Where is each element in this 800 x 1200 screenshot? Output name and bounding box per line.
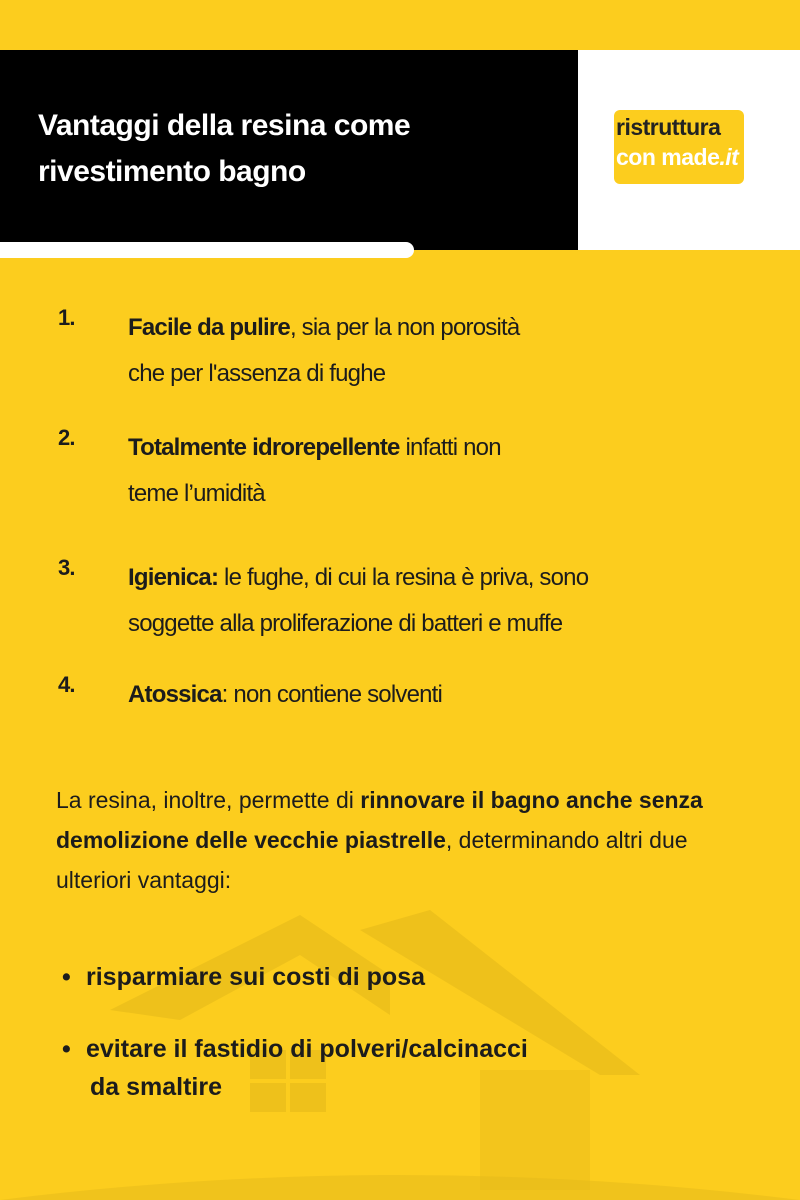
item-number: 3.: [58, 555, 75, 580]
paragraph-bold: rinnovare il bagno anche senza demolizione delle vecchie piastrelle: [56, 787, 703, 853]
title-underline: [0, 242, 414, 258]
item-text: [128, 672, 688, 718]
logo-line2: [616, 144, 738, 171]
intro-paragraph: [56, 780, 736, 900]
item-number: 1.: [58, 305, 75, 330]
item-rest: : non contiene solventi: [221, 681, 443, 708]
page-title-line1: Vantaggi della resina come: [38, 109, 411, 142]
item-rest: infatti non: [399, 434, 501, 461]
logo-main: con made: [616, 144, 720, 170]
bullet-text: risparmiare sui costi di posa: [86, 963, 426, 991]
item-bold: Atossica: [128, 681, 222, 708]
item-number: 4.: [58, 672, 75, 697]
item-bold: Igienica:: [128, 564, 219, 591]
bullet-dot-icon: •: [62, 963, 71, 991]
bullet-text: evitare il fastidio di polveri/calcinacci: [86, 1035, 528, 1063]
bullet-item: [62, 958, 425, 996]
item-text: [128, 425, 688, 517]
item-rest: , sia per la non porosità: [289, 314, 520, 341]
item-text: [128, 555, 748, 647]
bullet-text-line2: da smaltire: [90, 1073, 223, 1101]
item-line2: teme l’umidità: [128, 480, 265, 507]
paragraph-part1: La resina, inoltre, permette di: [56, 787, 361, 813]
item-line2: soggette alla proliferazione di batteri e muffe: [128, 610, 563, 637]
bullet-item: [62, 1030, 682, 1106]
page-title: [38, 103, 558, 195]
bullet-dot-icon: •: [62, 1035, 71, 1063]
paragraph-part2: , determinando altri due ulteriori vantaggi:: [56, 827, 688, 893]
item-text: [128, 305, 688, 397]
item-bold: Facile da pulire: [128, 314, 290, 341]
logo-ext: .it: [719, 144, 739, 170]
logo-line1: ristruttura: [616, 114, 721, 140]
page-title-line2: rivestimento bagno: [38, 155, 306, 188]
item-rest: le fughe, di cui la resina è priva, sono: [218, 564, 589, 591]
item-number: 2.: [58, 425, 75, 450]
item-line2: che per l'assenza di fughe: [128, 360, 386, 387]
item-bold: Totalmente idrorepellente: [128, 434, 400, 461]
